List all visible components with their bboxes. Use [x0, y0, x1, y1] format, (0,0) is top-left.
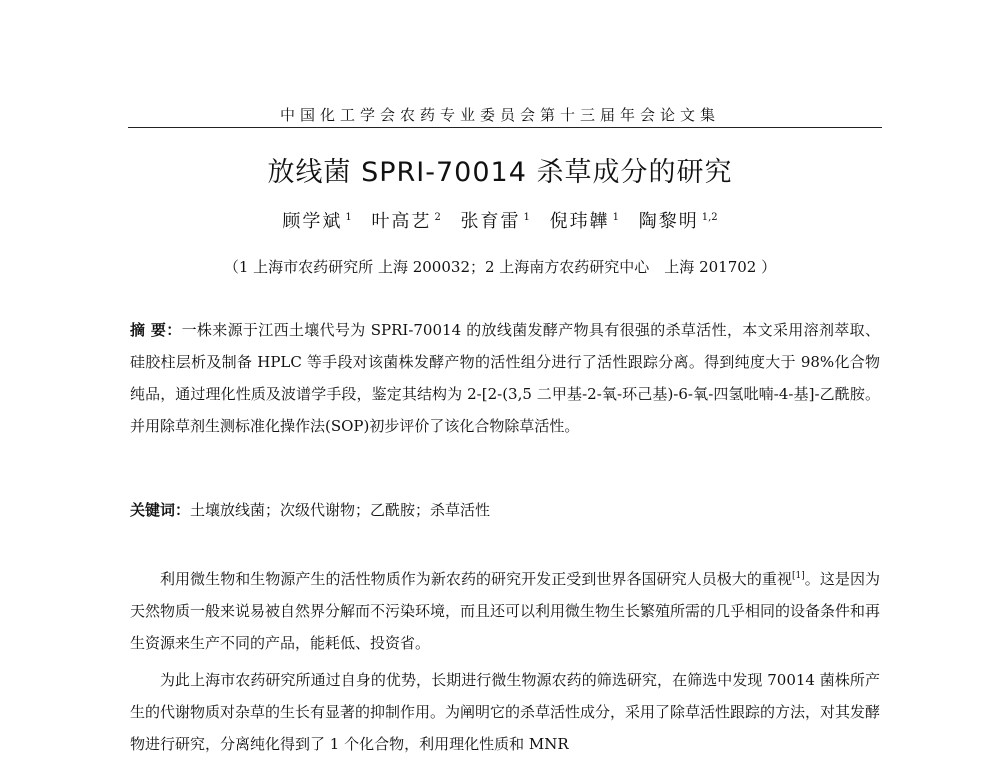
running-header: 中国化工学会农药专业委员会第十三届年会论文集	[279, 106, 720, 124]
keywords	[130, 496, 880, 524]
paper-title: 放线菌 SPRI-70014 杀草成分的研究	[267, 157, 733, 188]
paragraph: 为此上海市农药研究所通过自身的优势，长期进行微生物源农药的筛选研究，在筛选中发现 70014 菌株所产生的代谢物质对杂草的生长有显著的抑制作用。为阐明它的杀草活性成分，采用了除草活性跟踪的方法，对其发酵物进行研究，分离纯化得到了 1 个化合物，利用理化性质和 MNR	[130, 671, 881, 753]
author-item	[639, 211, 718, 232]
abstract-label: 摘 要：	[130, 321, 182, 339]
author-affil-mark: 1	[345, 212, 352, 223]
abstract-text: 一株来源于江西土壤代号为 SPRI-70014 的放线菌发酵产物具有很强的杀草活性，本文采用溶剂萃取、硅胶柱层析及制备 HPLC 等手段对该菌株发酵产物的活性组分进行了活性跟踪分离。得到纯度大于 98%化合物纯品，通过理化性质及波谱学手段，鉴定其结构为 2-[2-(3,5 二甲基-2-氧-环己基)-6-氧-四氢吡喃-4-基]-乙酰胺。并用除草剂生测标准化操作法(SOP)初步评价了该化合物除草活性。	[130, 321, 880, 435]
keywords-label: 关键词：	[130, 501, 191, 519]
citation-ref: [1]	[792, 571, 805, 581]
author-affil-mark: 1,2	[701, 212, 718, 223]
author-name: 张育雷	[460, 211, 521, 232]
author-list	[0, 207, 1000, 233]
abstract	[130, 314, 880, 442]
keywords-text: 土壤放线菌；次级代谢物；乙酰胺；杀草活性	[190, 501, 491, 519]
author-affil-mark: 1	[523, 212, 530, 223]
author-affil-mark: 1	[612, 212, 620, 223]
author-item	[550, 211, 619, 232]
paragraph	[130, 560, 880, 659]
author-item	[461, 211, 530, 232]
body-text	[130, 560, 880, 765]
author-name: 叶高艺	[371, 211, 432, 232]
header-rule	[128, 127, 882, 128]
author-affil-mark: 2	[434, 212, 441, 223]
author-name: 陶黎明	[638, 211, 699, 232]
author-item	[371, 211, 440, 232]
paragraph-text: 。这是因为天然物质一般来说易被自然界分解而不污染环境，而且还可以利用微生物生长繁殖所需的几乎相同的设备条件和再生资源来生产不同的产品，能耗低、投资省。	[130, 570, 881, 652]
author-name: 顾学斌	[282, 211, 343, 232]
author-item	[282, 211, 351, 232]
affiliation: （1 上海市农药研究所 上海 200032；2 上海南方农药研究中心 上海 201702 ）	[223, 258, 777, 276]
author-name: 倪玮韡	[549, 211, 610, 232]
paragraph-text: 利用微生物和生物源产生的活性物质作为新农药的研究开发正受到世界各国研究人员极大的重视	[160, 570, 792, 588]
